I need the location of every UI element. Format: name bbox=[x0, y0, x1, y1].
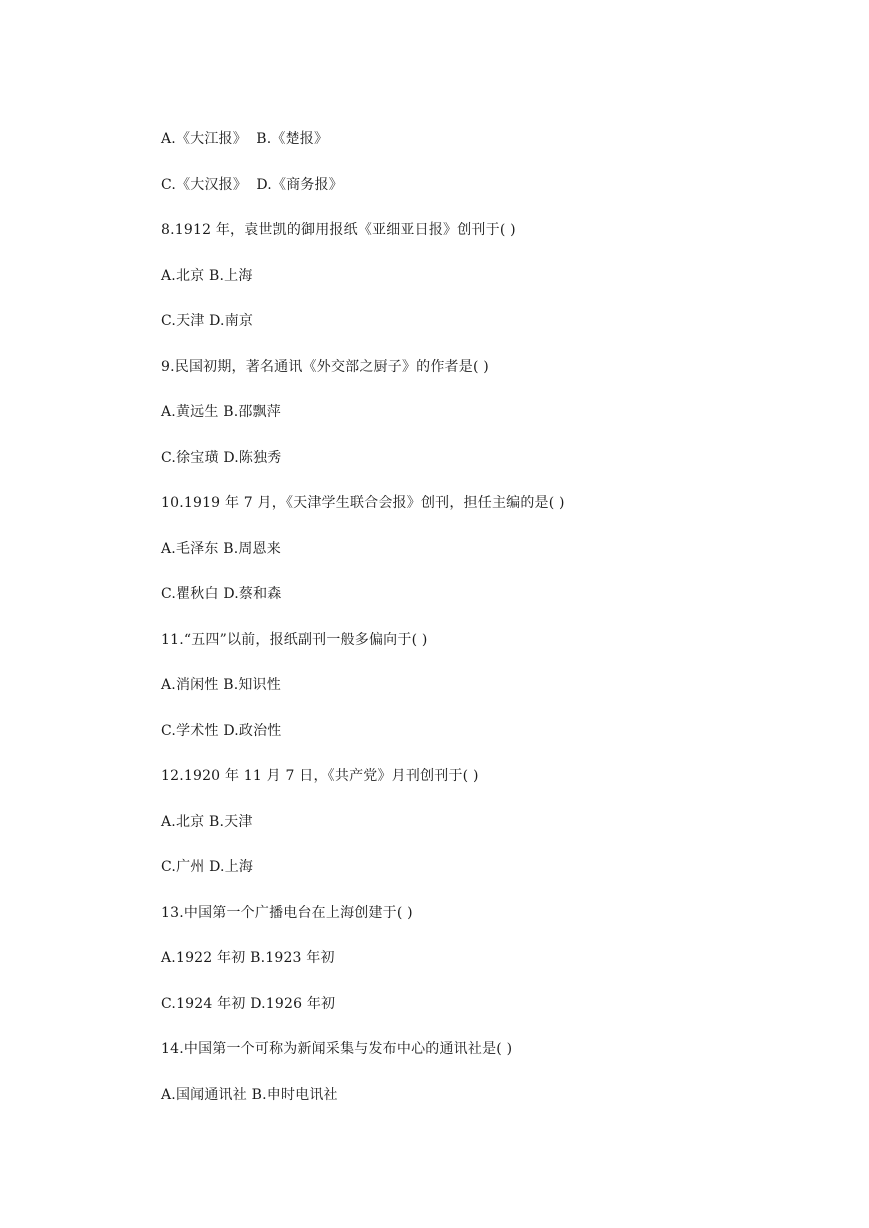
question-11: 11.“五四”以前，报纸副刊一般多偏向于( ) bbox=[161, 632, 428, 648]
question-13: 13.中国第一个广播电台在上海创建于( ) bbox=[161, 905, 413, 921]
option-line-q7-cd: C.《大汉报》 D.《商务报》 bbox=[161, 177, 343, 193]
option-line-q10-ab: A.毛泽东 B.周恩来 bbox=[161, 541, 281, 557]
option-line-q8-ab: A.北京 B.上海 bbox=[161, 268, 253, 284]
option-line-q13-ab: A.1922 年初 B.1923 年初 bbox=[161, 950, 335, 966]
option-line-q14-ab: A.国闻通讯社 B.申时电讯社 bbox=[161, 1087, 338, 1103]
option-line-q9-ab: A.黄远生 B.邵飘萍 bbox=[161, 404, 281, 420]
question-14: 14.中国第一个可称为新闻采集与发布中心的通讯社是( ) bbox=[161, 1041, 513, 1057]
question-8: 8.1912 年，袁世凯的御用报纸《亚细亚日报》创刊于( ) bbox=[161, 222, 516, 238]
option-line-q7-ab: A.《大江报》 B.《楚报》 bbox=[161, 131, 329, 147]
option-line-q12-cd: C.广州 D.上海 bbox=[161, 859, 254, 875]
option-line-q13-cd: C.1924 年初 D.1926 年初 bbox=[161, 996, 336, 1012]
question-10: 10.1919 年 7 月，《天津学生联合会报》创刊，担任主编的是( ) bbox=[161, 495, 565, 511]
option-line-q9-cd: C.徐宝璜 D.陈独秀 bbox=[161, 450, 282, 466]
option-line-q11-ab: A.消闲性 B.知识性 bbox=[161, 677, 281, 693]
option-line-q12-ab: A.北京 B.天津 bbox=[161, 814, 253, 830]
option-line-q8-cd: C.天津 D.南京 bbox=[161, 313, 254, 329]
option-line-q11-cd: C.学术性 D.政治性 bbox=[161, 723, 282, 739]
question-9: 9.民国初期，著名通讯《外交部之厨子》的作者是( ) bbox=[161, 359, 489, 375]
option-line-q10-cd: C.瞿秋白 D.蔡和森 bbox=[161, 586, 282, 602]
question-12: 12.1920 年 11 月 7 日，《共产党》月刊创刊于( ) bbox=[161, 768, 479, 784]
